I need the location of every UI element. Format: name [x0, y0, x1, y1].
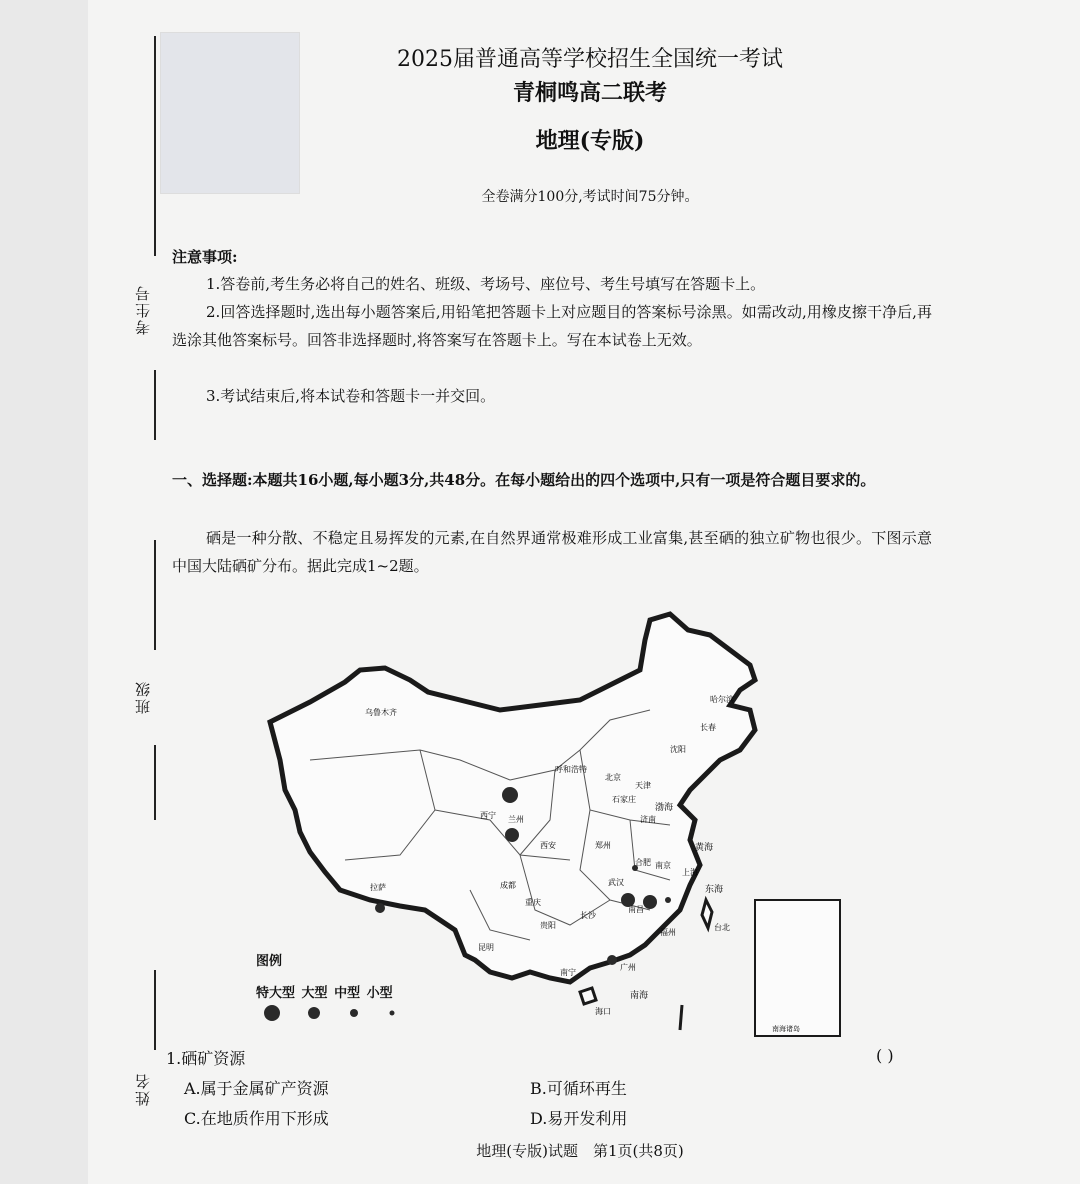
name-label: 姓名	[134, 1072, 152, 1106]
selenium-mine-medium	[375, 903, 385, 913]
map-city-label: 海口	[595, 1007, 611, 1016]
legend-label-medium: 中型	[334, 986, 361, 1001]
map-legend-symbols	[256, 1000, 416, 1026]
page-footer: 地理(专版)试题 第1页(共8页)	[476, 1142, 684, 1160]
map-city-label: 拉萨	[370, 883, 386, 892]
map-city-label: 天津	[635, 781, 651, 790]
seal-stamp	[160, 32, 300, 194]
map-city-label: 长春	[700, 723, 716, 732]
selenium-mine-small	[665, 897, 671, 903]
map-sea-label: 东海	[705, 885, 724, 895]
legend-symbol-small	[390, 1011, 395, 1016]
map-city-label: 重庆	[525, 898, 541, 907]
binding-line	[154, 970, 156, 1050]
legend-symbol-medium	[350, 1009, 358, 1017]
map-city-label: 郑州	[595, 841, 611, 850]
map-city-label: 贵阳	[540, 921, 556, 930]
binding-line	[154, 36, 156, 256]
map-city-label: 上海	[682, 868, 698, 877]
binding-line	[154, 370, 156, 440]
legend-label-small: 小型	[366, 986, 393, 1001]
question-1-stem: 1.硒矿资源	[166, 1049, 246, 1068]
legend-label-extra-large: 特大型	[256, 986, 296, 1001]
map-city-label: 台北	[714, 923, 730, 932]
map-sea-label: 黄海	[695, 843, 714, 853]
passage-intro: 硒是一种分散、不稳定且易挥发的元素,在自然界通常极难形成工业富集,甚至硒的独立矿物也很少。下图示意中国大陆硒矿分布。据此完成1~2题。	[172, 529, 932, 575]
map-city-label: 兰州	[508, 815, 524, 824]
option-d[interactable]: D.易开发利用	[530, 1109, 628, 1128]
exam-title: 2025届普通高等学校招生全国统一考试	[397, 47, 783, 72]
subject-title: 地理(专版)	[535, 128, 645, 154]
map-city-label: 福州	[660, 928, 676, 937]
nine-dash-line	[680, 1005, 682, 1030]
exam-number-label: 考生号	[134, 284, 152, 335]
option-a[interactable]: A.属于金属矿产资源	[184, 1079, 329, 1098]
map-legend-title: 图例	[256, 954, 283, 969]
map-city-label: 哈尔滨	[710, 695, 734, 704]
section-1-heading: 一、选择题:本题共16小题,每小题3分,共48分。在每小题给出的四个选项中,只有一项是符合题目要求的。	[172, 471, 876, 489]
hainan-island	[580, 988, 596, 1004]
selenium-mine-medium	[607, 955, 617, 965]
map-sea-label: 渤海	[655, 803, 674, 813]
option-b[interactable]: B.可循环再生	[530, 1079, 627, 1098]
legend-symbol-extra-large	[264, 1005, 280, 1021]
map-city-label: 乌鲁木齐	[365, 708, 397, 717]
map-city-label: 西安	[540, 841, 556, 850]
map-legend-labels	[256, 982, 393, 1001]
map-city-label: 南京	[655, 861, 671, 870]
map-sea-label: 南海	[630, 991, 649, 1001]
map-city-label: 南海诸岛	[772, 1025, 800, 1033]
exam-info: 全卷满分100分,考试时间75分钟。	[481, 189, 699, 205]
map-city-label: 西宁	[480, 811, 496, 820]
taiwan-island	[702, 900, 712, 928]
china-selenium-map	[250, 610, 850, 1040]
selenium-mine-large	[505, 828, 519, 842]
legend-label-large: 大型	[301, 986, 328, 1001]
binding-line	[154, 745, 156, 820]
selenium-mine-extra-large	[502, 787, 518, 803]
note-item-3: 3.考试结束后,将本试卷和答题卡一并交回。	[206, 387, 496, 405]
answer-blank: ( )	[876, 1046, 894, 1065]
map-city-label: 长沙	[580, 911, 596, 920]
map-city-label: 南昌	[628, 905, 644, 914]
notes-heading: 注意事项:	[172, 248, 238, 266]
map-city-label: 合肥	[635, 858, 651, 867]
map-city-label: 武汉	[608, 878, 624, 887]
map-city-label: 石家庄	[612, 795, 636, 804]
legend-symbol-large	[308, 1007, 320, 1019]
option-c[interactable]: C.在地质作用下形成	[184, 1109, 329, 1128]
map-city-label: 成都	[500, 881, 516, 890]
map-city-label: 广州	[620, 963, 636, 972]
note-item-2: 2.回答选择题时,选出每小题答案后,用铅笔把答题卡上对应题目的答案标号涂黑。如需改动,用橡皮擦干净后,再选涂其他答案标号。回答非选择题时,将答案写在答题卡上。写在本试卷上无效。	[172, 303, 932, 349]
south-sea-inset	[755, 900, 840, 1036]
map-city-label: 昆明	[478, 943, 494, 952]
selenium-mine-large	[643, 895, 657, 909]
map-city-label: 南宁	[560, 968, 576, 977]
map-city-label: 北京	[605, 773, 621, 782]
note-item-1: 1.答卷前,考生务必将自己的姓名、班级、考场号、座位号、考生号填写在答题卡上。	[206, 275, 766, 293]
class-label: 班级	[134, 680, 152, 714]
binding-line	[154, 540, 156, 650]
exam-subtitle: 青桐鸣高二联考	[512, 80, 667, 106]
map-city-label: 沈阳	[670, 745, 686, 754]
map-city-label: 呼和浩特	[555, 765, 587, 774]
map-city-label: 济南	[640, 815, 656, 824]
